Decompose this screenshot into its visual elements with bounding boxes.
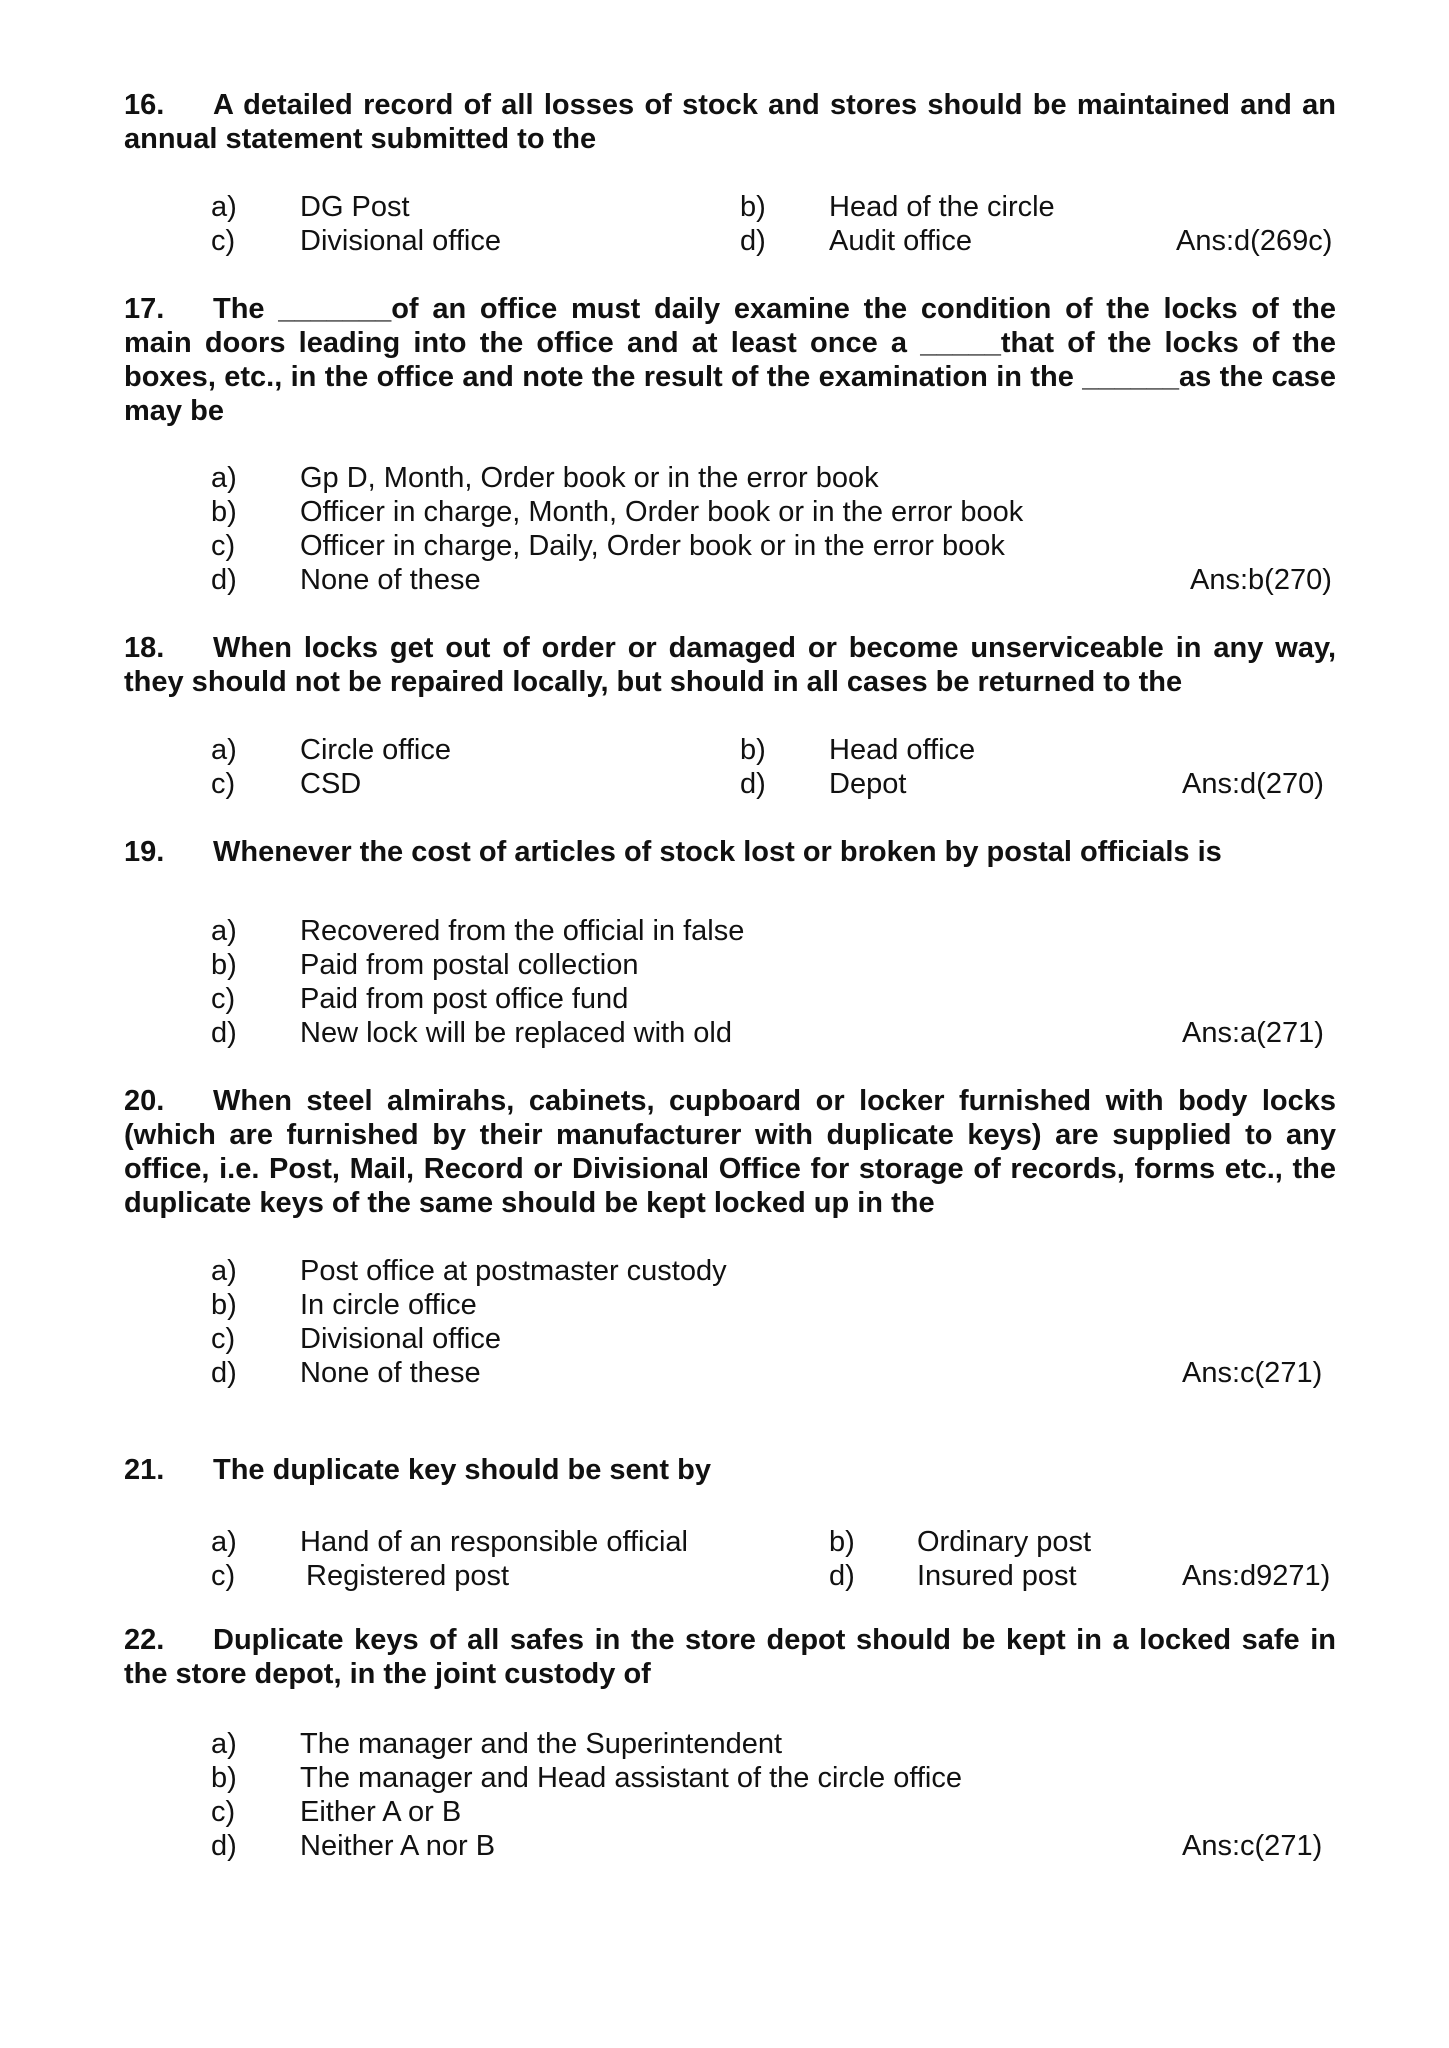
option-label: a) [211, 462, 237, 494]
option-text: Either A or B [300, 1796, 462, 1828]
option-label: a) [211, 1526, 237, 1558]
question-number: 16. [124, 89, 165, 121]
option-text: Circle office [300, 734, 451, 766]
option-label: a) [211, 191, 237, 223]
question-16 [124, 88, 1336, 156]
option-text: New lock will be replaced with old [300, 1017, 732, 1049]
option-label: b) [740, 734, 766, 766]
answer-key: Ans:c(271) [1182, 1357, 1323, 1389]
option-label: c) [211, 983, 236, 1015]
option-text: Divisional office [300, 225, 501, 257]
option-text: DG Post [300, 191, 410, 223]
option-label: a) [211, 915, 237, 947]
option-label: c) [211, 1560, 236, 1592]
option-label: b) [211, 1289, 237, 1321]
question-19 [124, 835, 1336, 869]
option-text: Hand of an responsible official [300, 1526, 688, 1558]
question-text: When locks get out of order or damaged or become unserviceable in any way, they should not be repaired locally, but should in all cases be returned to the [124, 632, 1336, 698]
question-number: 22. [124, 1624, 165, 1656]
question-number: 21. [124, 1454, 165, 1486]
option-label: d) [740, 225, 766, 257]
answer-key: Ans:b(270) [1190, 564, 1332, 596]
question-text: When steel almirahs, cabinets, cupboard or locker furnished with body locks (which are furnished by their manufacturer with duplicate keys) are supplied to any office, i.e. Post, Mail, Record or Divisional Office for storage of records, forms etc., the duplicate keys of the same should be kept locked up in the [124, 1085, 1336, 1219]
option-label: b) [740, 191, 766, 223]
question-number: 20. [124, 1085, 165, 1117]
option-text: Registered post [306, 1560, 510, 1592]
question-20 [124, 1084, 1336, 1220]
answer-key: Ans:d9271) [1182, 1560, 1331, 1592]
answer-key: Ans:a(271) [1182, 1017, 1324, 1049]
option-label: a) [211, 734, 237, 766]
option-text: Depot [829, 768, 907, 800]
question-text: The duplicate key should be sent by [213, 1454, 711, 1486]
answer-key: Ans:d(269c) [1176, 225, 1333, 257]
option-text: Divisional office [300, 1323, 501, 1355]
option-text: Ordinary post [917, 1526, 1092, 1558]
option-text: CSD [300, 768, 362, 800]
option-text: Neither A nor B [300, 1830, 496, 1862]
option-text: Insured post [917, 1560, 1077, 1592]
option-label: d) [211, 1830, 237, 1862]
option-label: b) [211, 949, 237, 981]
question-22 [124, 1623, 1336, 1691]
question-text: Duplicate keys of all safes in the store depot should be kept in a locked safe in the store depot, in the joint custody of [124, 1624, 1336, 1690]
option-text: Head office [829, 734, 976, 766]
option-label: b) [829, 1526, 855, 1558]
option-text: Head of the circle [829, 191, 1055, 223]
option-text: Audit office [829, 225, 972, 257]
option-text: Post office at postmaster custody [300, 1255, 727, 1287]
option-label: c) [211, 1796, 236, 1828]
option-label: c) [211, 225, 236, 257]
question-17 [124, 292, 1336, 428]
question-number: 17. [124, 293, 165, 325]
option-label: d) [211, 1017, 237, 1049]
option-text: The manager and Head assistant of the circle office [300, 1762, 963, 1794]
option-label: c) [211, 530, 236, 562]
option-text: None of these [300, 564, 481, 596]
question-18 [124, 631, 1336, 699]
option-label: c) [211, 768, 236, 800]
option-label: b) [211, 1762, 237, 1794]
option-text: The manager and the Superintendent [300, 1728, 783, 1760]
question-text: A detailed record of all losses of stock and stores should be maintained and an annual statement submitted to the [124, 89, 1336, 155]
option-text: Gp D, Month, Order book or in the error book [300, 462, 879, 494]
answer-key: Ans:c(271) [1182, 1830, 1323, 1862]
option-text: Officer in charge, Month, Order book or in the error book [300, 496, 1024, 528]
option-label: b) [211, 496, 237, 528]
option-text: Paid from post office fund [300, 983, 629, 1015]
answer-key: Ans:d(270) [1182, 768, 1324, 800]
question-21 [124, 1453, 1336, 1487]
option-label: d) [211, 564, 237, 596]
option-text: In circle office [300, 1289, 477, 1321]
option-label: d) [740, 768, 766, 800]
question-number: 19. [124, 836, 165, 868]
option-label: d) [829, 1560, 855, 1592]
option-text: Paid from postal collection [300, 949, 639, 981]
option-label: a) [211, 1255, 237, 1287]
option-text: Recovered from the official in false [300, 915, 745, 947]
option-label: d) [211, 1357, 237, 1389]
question-number: 18. [124, 632, 165, 664]
option-label: c) [211, 1323, 236, 1355]
question-text: Whenever the cost of articles of stock lost or broken by postal officials is [213, 836, 1222, 868]
option-text: None of these [300, 1357, 481, 1389]
question-text: The _______of an office must daily examine the condition of the locks of the main doors leading into the office and at least once a _____that of the locks of the boxes, etc., in the office and note the result of the examination in the ______as the case may be [124, 293, 1336, 427]
option-label: a) [211, 1728, 237, 1760]
option-text: Officer in charge, Daily, Order book or in the error book [300, 530, 1005, 562]
